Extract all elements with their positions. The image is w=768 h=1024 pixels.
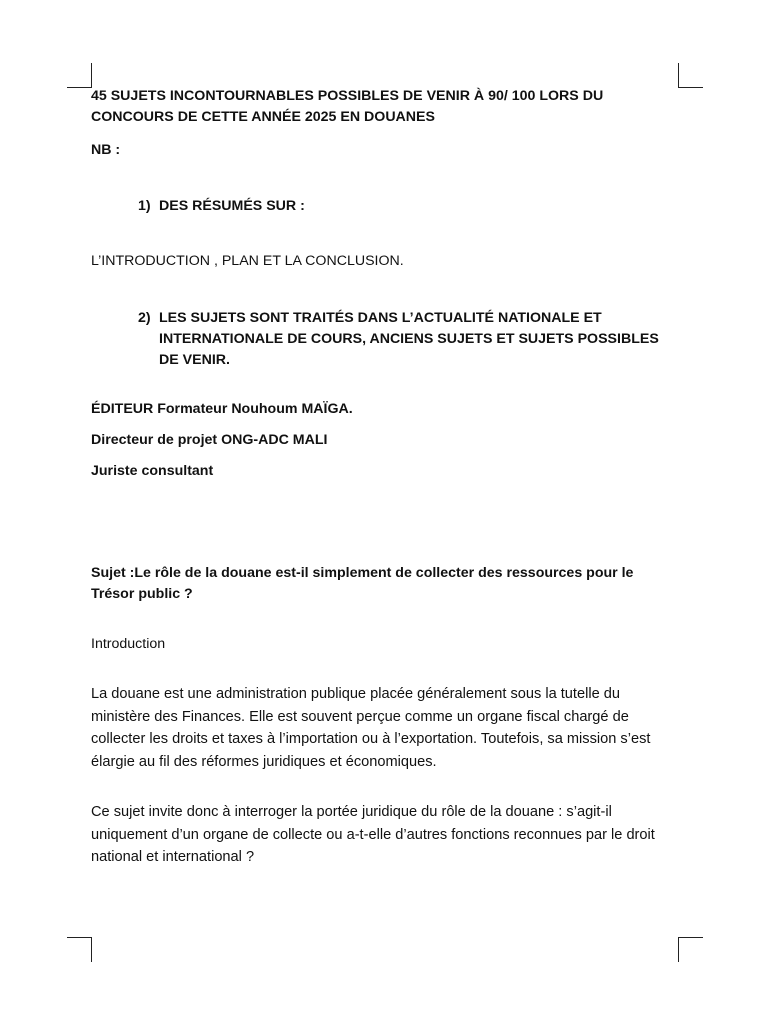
- editor-line: ÉDITEUR Formateur Nouhoum MAÏGA.: [91, 401, 353, 417]
- document-body: [91, 86, 677, 869]
- list-item-number: 2): [138, 310, 151, 326]
- list-item-number: 1): [138, 198, 151, 214]
- nb-label: NB :: [91, 142, 121, 158]
- list-item-text: DES RÉSUMÉS SUR :: [159, 198, 305, 214]
- crop-mark-top-right: [678, 63, 703, 88]
- intro-plan-conclusion: L’INTRODUCTION , PLAN ET LA CONCLUSION.: [91, 253, 404, 269]
- crop-mark-bottom-left: [67, 937, 92, 962]
- list-item: [91, 308, 677, 371]
- section-heading: Introduction: [91, 636, 166, 652]
- document-title: 45 SUJETS INCONTOURNABLES POSSIBLES DE VENIR À 90/ 100 LORS DU CONCOURS DE CETTE ANNÉE 2025 EN DOUANES: [91, 88, 604, 125]
- list-item-text: LES SUJETS SONT TRAITÉS DANS L’ACTUALITÉ NATIONALE ET INTERNATIONALE DE COURS, ANCIENS SUJETS ET SUJETS POSSIBLES DE VENIR.: [159, 310, 659, 368]
- editor-profession: Juriste consultant: [91, 463, 214, 479]
- list-item: [91, 196, 677, 217]
- crop-mark-top-left: [67, 63, 92, 88]
- editor-role: Directeur de projet ONG-ADC MALI: [91, 432, 328, 448]
- subject-heading: Sujet :Le rôle de la douane est-il simplement de collecter des ressources pour le Trésor public ?: [91, 565, 634, 602]
- paragraph: La douane est une administration publique placée généralement sous la tutelle du ministère des Finances. Elle est souvent perçue comme un organe fiscal chargé de collecter les droits et taxes à l’importation ou à l’exportation. Toutefois, sa mission s’est élargie au fil des réformes juridiques et économiques.: [91, 686, 651, 770]
- crop-mark-bottom-right: [678, 937, 703, 962]
- paragraph: Ce sujet invite donc à interroger la portée juridique du rôle de la douane : s’agit-il uniquement d’un organe de collecte ou a-t-elle d’autres fonctions reconnues par le droit national et international ?: [91, 804, 655, 865]
